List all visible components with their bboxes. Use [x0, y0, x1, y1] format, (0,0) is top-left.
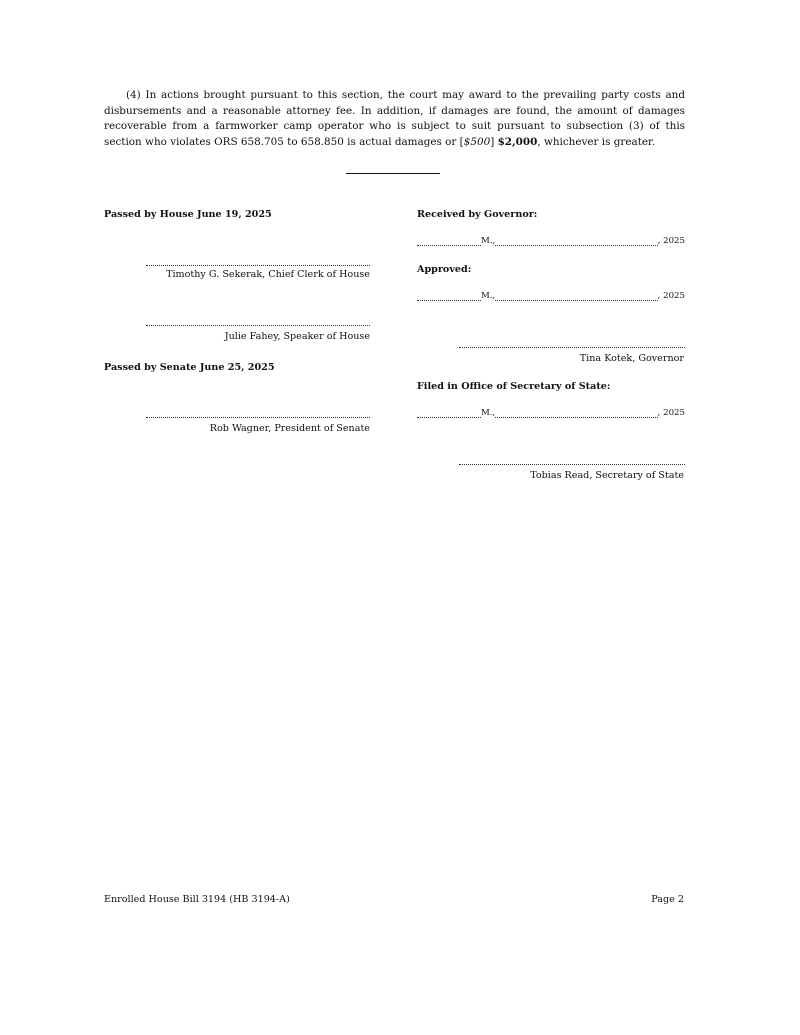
year-label: , 2025 — [657, 291, 685, 301]
speaker-name: Julie Fahey, Speaker of House — [224, 331, 370, 342]
senate-president-name: Rob Wagner, President of Senate — [209, 423, 370, 434]
date-blank — [495, 294, 657, 301]
approved-date-line — [417, 291, 685, 301]
received-by-governor-heading: Received by Governor: — [417, 209, 538, 220]
year-label: , 2025 — [657, 408, 685, 418]
speaker-signature-line — [146, 325, 370, 326]
hour-blank — [417, 294, 481, 301]
new-amount: $2,000 — [497, 135, 538, 148]
footer-bill-label: Enrolled House Bill 3194 (HB 3194-A) — [104, 894, 290, 905]
section-text-end: , whichever is greater. — [537, 135, 656, 148]
date-blank — [495, 239, 657, 246]
received-date-line — [417, 236, 685, 246]
section-number: (4) — [126, 89, 141, 101]
meridiem-label: M., — [481, 291, 496, 301]
section-4-paragraph — [104, 88, 685, 150]
chief-clerk-signature-line — [146, 265, 370, 266]
passed-senate-heading: Passed by Senate June 25, 2025 — [104, 362, 275, 373]
senate-president-signature-line — [146, 417, 370, 418]
section-text: In actions brought pursuant to this section, the court may award to the prevailing party costs and disbursements and a reasonable attorney fee. In addition, if damages are found, the amount of damages recoverable from a farmworker camp operator who is subject to suit pursuant to subsection (3) of this section who violates ORS 658.705 to 658.850 is actual damages or [ — [104, 89, 685, 148]
hour-blank — [417, 411, 481, 418]
approved-heading: Approved: — [417, 264, 472, 275]
governor-name: Tina Kotek, Governor — [579, 353, 684, 364]
governor-signature-line — [459, 347, 685, 348]
secretary-signature-line — [459, 464, 685, 465]
section-divider — [346, 173, 440, 174]
hour-blank — [417, 239, 481, 246]
year-label: , 2025 — [657, 236, 685, 246]
deleted-amount: $500 — [463, 135, 491, 148]
date-blank — [495, 411, 657, 418]
filed-secretary-heading: Filed in Office of Secretary of State: — [417, 381, 611, 392]
meridiem-label: M., — [481, 236, 496, 246]
footer-page-number: Page 2 — [651, 894, 684, 905]
close-bracket: ] — [490, 135, 495, 148]
chief-clerk-name: Timothy G. Sekerak, Chief Clerk of House — [166, 269, 370, 280]
secretary-name: Tobias Read, Secretary of State — [530, 470, 684, 481]
meridiem-label: M., — [481, 408, 496, 418]
filed-date-line — [417, 408, 685, 418]
passed-house-heading: Passed by House June 19, 2025 — [104, 209, 272, 220]
